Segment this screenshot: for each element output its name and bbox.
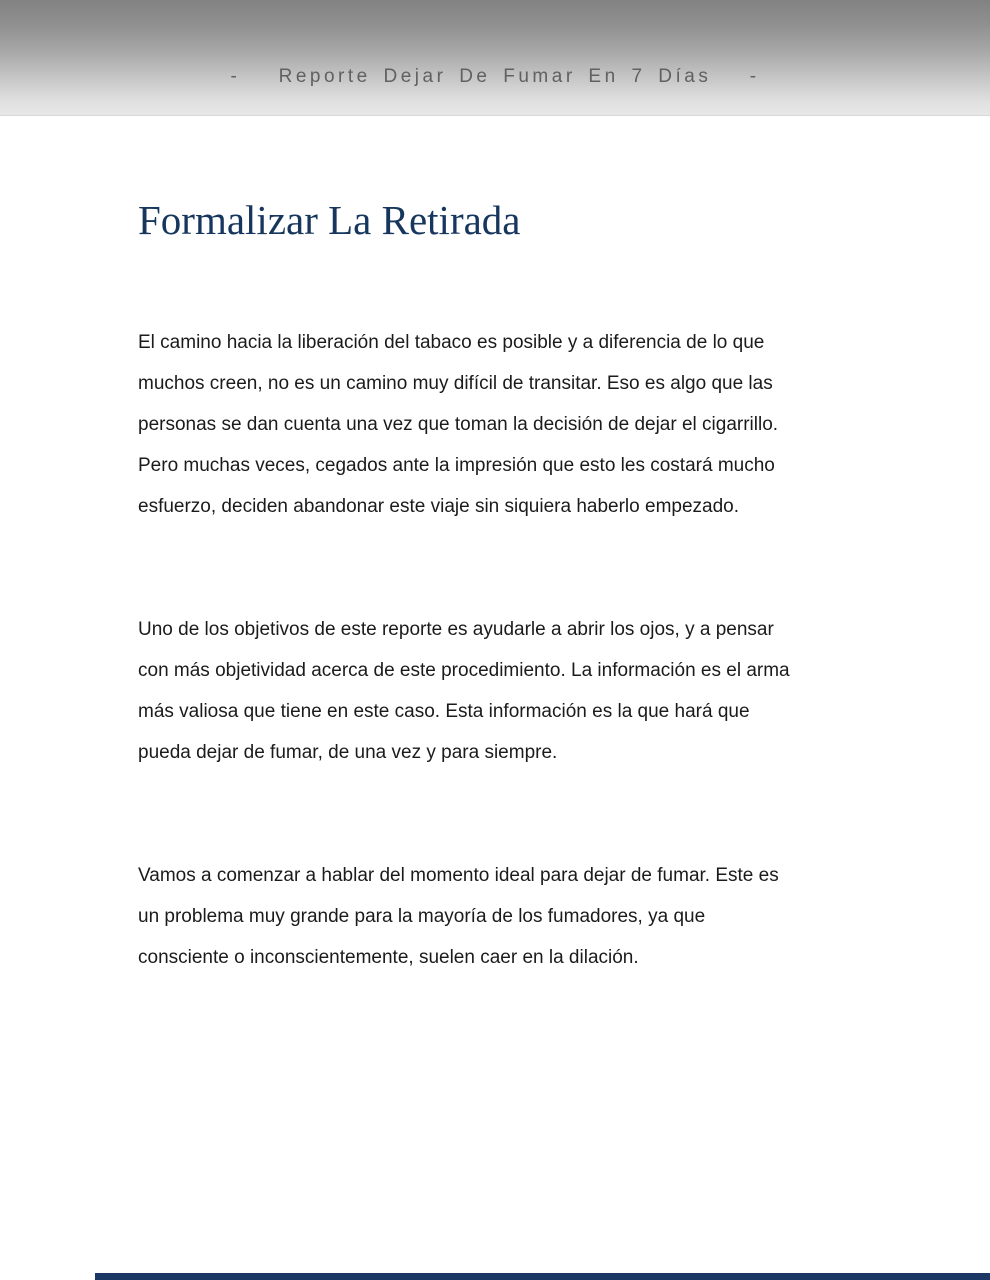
paragraph-line: un problema muy grande para la mayoría de los fumadores, ya que [138,906,706,927]
paragraph-line: Vamos a comenzar a hablar del momento ideal para dejar de fumar. Este es [138,865,779,886]
paragraph-line: Pero muchas veces, cegados ante la impresión que esto les costará mucho [138,455,775,476]
paragraph-line: Uno de los objetivos de este reporte es ayudarle a abrir los ojos, y a pensar [138,619,774,640]
paragraph [138,855,928,978]
body-text-block [138,322,928,1060]
paragraph-line: El camino hacia la liberación del tabaco es posible y a diferencia de lo que [138,332,765,353]
paragraph-line: más valiosa que tiene en este caso. Esta información es la que hará que [138,701,750,722]
paragraph-line: con más objetividad acerca de este procedimiento. La información es el arma [138,660,790,681]
paragraph-line: personas se dan cuenta una vez que toman la decisión de dejar el cigarrillo. [138,414,779,435]
footer-rule [95,1273,990,1280]
paragraph [138,322,928,527]
paragraph-line: muchos creen, no es un camino muy difícil de transitar. Eso es algo que las [138,373,773,394]
page-title: Formalizar La Retirada [138,197,521,243]
running-header-title: - Reporte Dejar De Fumar En 7 Días - [230,66,760,87]
paragraph [138,609,928,773]
paragraph-line: pueda dejar de fumar, de una vez y para siempre. [138,742,558,763]
paragraph-line: consciente o inconscientemente, suelen caer en la dilación. [138,947,639,968]
page-header-band [0,0,990,116]
paragraph-line: esfuerzo, deciden abandonar este viaje sin siquiera haberlo empezado. [138,496,740,517]
